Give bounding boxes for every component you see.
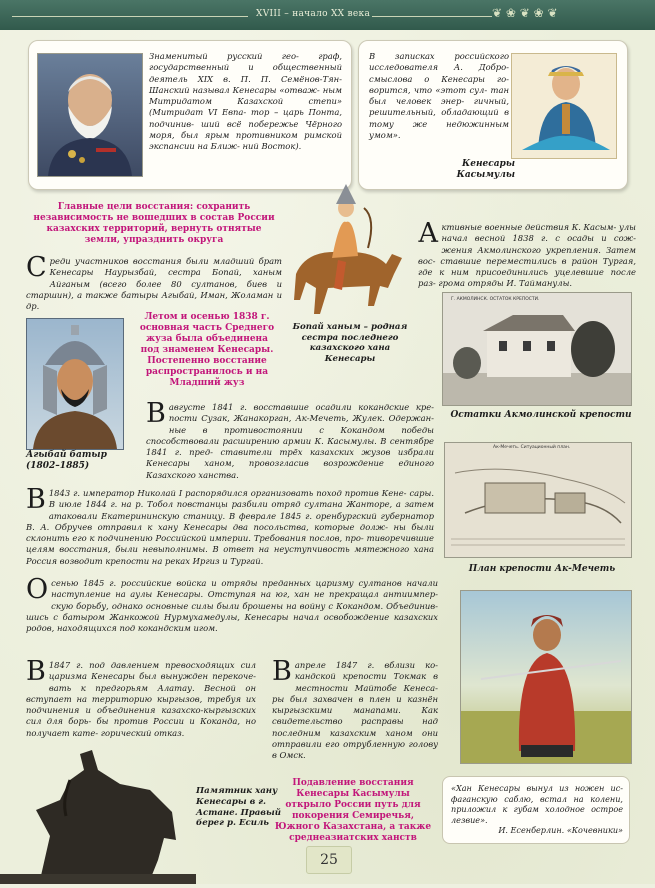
- drop-cap: О: [26, 574, 49, 605]
- autumn-1845-text: сенью 1845 г. российские войска и отряды преданных царизму султанов начали наступление на аулы Кенесары. Отступая на юг, хан не прекращал антиимпер- скую борьбу, однако основные силы были брошены на войну с Кокандом. Объединив- шись с батыром Жанкожой Нурмухамедулы, Кенесары начал освобождение казахских родов, находящихся под кокандским игом.: [26, 578, 438, 634]
- action-start-text: ктивные военные действия К. Касым- улы начал весной 1838 г. с осады и сож- жения Акмолинского укрепления. Затем вос- ставшие переместились в район Тургая, где к ним присоединились уцелевшие после раз- грома отряды И. Тайманулы.: [418, 222, 636, 289]
- drop-cap: В: [272, 656, 292, 687]
- aug-1841-paragraph: [146, 398, 434, 481]
- participants-text: реди участников восстания были младший брат Кенесары Наурызбай, сестра Бопай, ханым Айганым (всего более 80 султанов, биев и старшин), а также батыры Агыбай, Иман, Жоламан и др.: [26, 256, 282, 312]
- drop-cap: А: [418, 218, 439, 249]
- year-1843-paragraph: [26, 484, 434, 567]
- drop-cap: В: [26, 656, 46, 687]
- akmeshet-map-label: Ак-Мечеть. Ситуационный план.: [493, 445, 571, 450]
- kenesary-caption: Кенесары Касымулы: [456, 159, 515, 180]
- bopai-illustration: [276, 178, 412, 324]
- year-1847-text: 1847 г. под давлением превосходящих сил царизма Кенесары был вынужден перекоче- вать к предгорьям Алатау. Весной он вступает на территорию кыргызов, требуя их подчинения и объединения казахско-кыргызских сил для борь- бы против России и Коканда, но получает кате- горический отказ.: [26, 660, 256, 738]
- semenov-box: [28, 40, 352, 190]
- april-1847-text: апреле 1847 г. вблизи ко- кандской крепости Токмак в местности Майтобе Кенеса- ры был захвачен в плен и казнён кыргызскими манапами. Как свидетельство расправы над последним казахским ханом они отправили его отрубленную голову в Омск.: [272, 660, 438, 761]
- year-1843-text: 1843 г. император Николай I распорядился организовать поход против Кене- сары. В июле 1844 г. на р. Тобол повстанцы разбили отряд султана Жанторе, а затем атаковали Екатерининскую станицу. В феврале 1845 г. оренбургский губернатор В. А. Обручев отправил к хану Кенесары два посольства, которые долж- ны были склонить его к подчинению Российской империи. Требования послов, про- тиворечившие целям восстания, были невыполнимы. В ответ на неуступчивость мятежного хана Россия возводит крепости на реках Иргиз и Тургай.: [26, 488, 434, 566]
- april-1847-paragraph: [272, 656, 438, 762]
- quote-text: «Хан Кенесары вынул из ножен ис- фаганскую саблю, встал на колени, приложил к губам холодное острое лезвие».: [451, 783, 623, 825]
- participants-paragraph: [26, 252, 282, 312]
- akmola-photo-label: Г. АКМОЛИНСК. ОСТАТОК КРЕПОСТИ.: [451, 297, 540, 302]
- drop-cap: С: [26, 252, 47, 283]
- action-start-paragraph: [418, 218, 636, 290]
- agybai-caption: Агыбай батыр (1802–1885): [26, 450, 107, 471]
- header-title: XVIII – начало XX века: [256, 9, 371, 19]
- kenesary-saber-painting: [460, 590, 632, 764]
- akmola-caption: Остатки Акмолинской крепости: [450, 410, 632, 420]
- semenov-text: Знаменитый русский гео- граф, государственный и общественный деятель XIX в. П. П. Семёнов-Тян-Шанский называл Кенесары «отваж- ным Митридатом Казахской степи» (Митридат VI Евпа- тор – царь Понта, подчинив- ший всё побережье Чёрного моря, был ярым противником римской экспансии на Ближ- ний Восток).: [149, 51, 342, 152]
- ornament-icon: ❦ ❀ ❦ ❀ ❦: [492, 6, 558, 20]
- uprising-goals: Главные цели восстания: сохранить независимость не вошедших в состав России казахских территорий, вернуть отнятые земли, упразднить округа: [33, 202, 275, 245]
- bopai-caption: Бопай ханым – родная сестра последнего казахского хана Кенесары: [292, 322, 408, 364]
- kenesary-drawing: [511, 53, 617, 159]
- agybai-portrait: [26, 318, 124, 450]
- semenov-portrait: [37, 53, 143, 177]
- header-rule-left: [12, 16, 248, 17]
- dobrosmyslov-text: В записках российского исследователя А. Добро- смыслова о Кенесары го- ворится, что «этот сул- тан был человек энер- гичный, решительный, обладающий в тому же недюжинным умом».: [369, 51, 509, 141]
- akmeshet-caption: План крепости Ак-Мечеть: [468, 564, 616, 574]
- drop-cap: В: [26, 484, 46, 515]
- page-number: 25: [306, 846, 352, 874]
- header-rule-right: [372, 16, 492, 17]
- monument-caption: Памятник хану Кенесары в г. Астане. Правый берег р. Есиль: [196, 786, 281, 829]
- kenesary-monument-photo: [0, 740, 196, 884]
- year-1847-paragraph: [26, 656, 256, 739]
- aug-1841-text: августе 1841 г. восставшие осадили кокандские кре- пости Сузак, Жанакорган, Ак-Мечеть, Жулек. Одержан- ные в противостоянии с Кокандом победы способствовали расширению армии К. Касымулы. В сентябре 1841 г. пред- ставители трёх казахских жузов избрали Кенесары ханом, провозгласив возрождение единого Казахского ханства.: [146, 402, 434, 480]
- quote-source: И. Есенберлин. «Кочевники»: [498, 825, 623, 835]
- dobrosmyslov-box: [358, 40, 628, 190]
- akmola-fortress-photo: [442, 292, 632, 406]
- autumn-1845-paragraph: [26, 574, 438, 634]
- akmeshet-plan-map: [444, 442, 632, 558]
- quote-box: [442, 776, 630, 844]
- drop-cap: В: [146, 398, 166, 429]
- summer-1838-note: Летом и осенью 1838 г. основная часть Среднего жуза была объединена под знаменем Кенесары. Постепенно восстание распространилось и на Младший жуз: [139, 312, 275, 388]
- suppression-note: Подавление восстания Кенесары Касымулы открыло России путь для покорения Семиречья, Южного Казахстана, а также среднеазиатских ханств: [274, 778, 432, 843]
